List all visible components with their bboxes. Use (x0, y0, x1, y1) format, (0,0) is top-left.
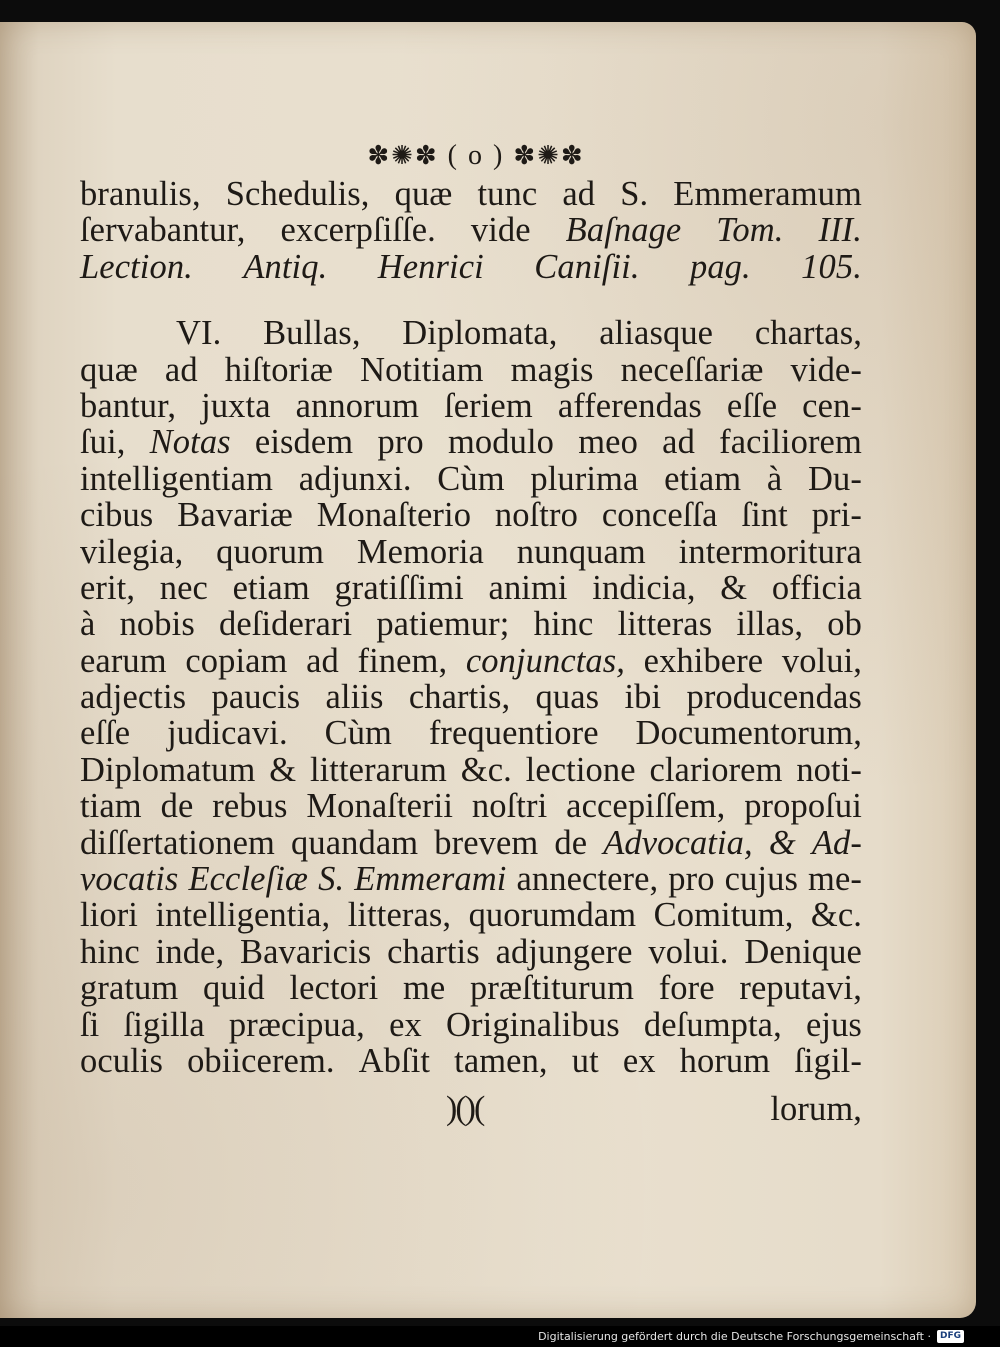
text-line (80, 825, 862, 861)
word: bantur, (80, 386, 177, 425)
word: pro (377, 423, 424, 462)
word: Du- (807, 459, 862, 498)
word: reputavi, (739, 969, 862, 1008)
word: Monaſterio (316, 496, 472, 535)
word: adjectis (80, 678, 187, 717)
word: cujus (724, 860, 798, 899)
word: ad (306, 641, 339, 680)
word: me- (808, 860, 862, 899)
running-header (90, 136, 862, 176)
word: tunc (477, 175, 538, 213)
word: eſſe (726, 386, 778, 425)
word: ſint (741, 496, 788, 535)
word: Originalibus (446, 1005, 620, 1044)
text-line (80, 461, 862, 497)
signature-mark: )()( (446, 1090, 484, 1128)
text-line (80, 861, 862, 897)
text-line (80, 752, 862, 788)
word: quorum (216, 532, 325, 571)
word: meo (578, 423, 638, 462)
word: Ad- (811, 823, 862, 862)
word: illas, (736, 605, 804, 644)
word: plurima (530, 459, 639, 498)
word: frequentiore (428, 714, 599, 753)
word: noti- (796, 750, 862, 789)
word: propoſui (744, 787, 862, 826)
word: aliasque (599, 314, 714, 353)
word: Bullas, (263, 314, 361, 353)
word: erit, (80, 568, 136, 607)
word: quæ (80, 350, 138, 389)
word: ad (562, 175, 596, 213)
word: pag. (689, 247, 751, 286)
word: ex (389, 1005, 422, 1044)
word: quid (203, 969, 265, 1008)
text-line (80, 388, 862, 424)
text-line (80, 643, 862, 679)
word: inde, (155, 932, 225, 971)
text-line (80, 249, 862, 285)
word: ex (622, 1041, 656, 1080)
word: faciliorem (719, 423, 862, 462)
word: de (554, 823, 588, 862)
word: horum (679, 1041, 771, 1080)
digitization-credit (538, 1328, 964, 1344)
word: intelligentiam (80, 459, 274, 498)
word: juxta (201, 386, 271, 425)
word: Tom. (716, 211, 784, 250)
word: tiam (80, 787, 142, 826)
text-line (80, 176, 862, 212)
word: ſigilla (123, 1005, 205, 1044)
word: litterarum (309, 750, 447, 789)
word: Notitiam (360, 350, 484, 389)
word: vide (470, 211, 531, 250)
word: eisdem (254, 423, 354, 462)
word: adjunxi. (298, 459, 412, 498)
word: Cùm (324, 714, 392, 753)
text-line (80, 788, 862, 824)
word: litteras, (347, 896, 452, 935)
word: Henrici (377, 247, 484, 286)
word: Bavaricis (240, 932, 372, 971)
page-footer (80, 1089, 862, 1129)
text-line (80, 970, 862, 1006)
text-line (80, 424, 862, 460)
text-line (80, 497, 862, 533)
word: quas (535, 678, 600, 717)
word: Diplomata, (402, 314, 558, 353)
word: vide- (790, 350, 862, 389)
ornament-left: ✽✺✽ (367, 141, 439, 170)
word: etiam (232, 568, 310, 607)
word: conjunctas, (465, 641, 626, 680)
word: Comitum, (653, 896, 794, 935)
word: cen- (802, 386, 862, 425)
word: Cùm (437, 459, 505, 498)
word: branulis, (80, 175, 201, 213)
word: conceſſa (601, 496, 718, 535)
word: nobis (119, 605, 195, 644)
word: modulo (447, 423, 555, 462)
word: Baſnage (565, 211, 682, 250)
word: nunquam (516, 532, 646, 571)
word: hinc (80, 932, 140, 971)
text-line (80, 570, 862, 606)
word: noſtro (494, 496, 578, 535)
word: præcipua, (228, 1005, 365, 1044)
word: excerpſiſſe. (280, 211, 436, 250)
word: paucis (211, 678, 301, 717)
word: ob (827, 605, 862, 644)
word: chartas, (754, 314, 862, 353)
word: gratum (80, 969, 179, 1008)
word: etiam (664, 459, 742, 498)
word: Abſit (358, 1041, 431, 1080)
word: chartis, (408, 678, 511, 717)
word: nec (159, 568, 208, 607)
word: Eccleſiæ (188, 860, 309, 899)
word: copiam (185, 641, 288, 680)
text-line (80, 534, 862, 570)
word: III. (818, 211, 862, 250)
word: ut (571, 1041, 599, 1080)
text-line (80, 1007, 862, 1043)
word: liori (80, 896, 138, 935)
word: pro (668, 860, 715, 899)
word: Lection. (80, 247, 193, 286)
word: ibi (624, 678, 662, 717)
text-line (80, 606, 862, 642)
word: hinc (533, 605, 594, 644)
word: fore (658, 969, 715, 1008)
word: Schedulis, (225, 175, 370, 213)
word: Documentorum, (635, 714, 862, 753)
word: Bavariæ (177, 496, 293, 535)
word: Denique (744, 932, 862, 971)
word: annectere, (516, 860, 659, 899)
word: hiſtoriæ (224, 350, 333, 389)
word: oculis (80, 1041, 164, 1080)
word: Diplomatum (80, 750, 256, 789)
text-line (80, 679, 862, 715)
word: &c. (810, 896, 862, 935)
word: Emmeramum (673, 175, 862, 213)
credit-text: Digitalisierung gefördert durch die Deutsche Forschungsgemeinschaft · (538, 1329, 931, 1343)
page-marker: ( o ) (447, 140, 505, 171)
word: à (766, 459, 783, 498)
catchword: lorum, (770, 1090, 862, 1129)
word: judicavi. (167, 714, 288, 753)
word: pri- (811, 496, 862, 535)
word: officia (771, 568, 862, 607)
word: præſtiturum (470, 969, 635, 1008)
text-line (80, 715, 862, 751)
word: S. (620, 175, 649, 213)
text-line (80, 315, 862, 351)
word: à (80, 605, 96, 644)
word: quandam (291, 823, 419, 862)
word: chartis (387, 932, 480, 971)
word: annorum (295, 386, 420, 425)
word: ſervabantur, (80, 211, 246, 250)
word: earum (80, 641, 167, 680)
word: intelligentia, (155, 896, 331, 935)
word: rebus (212, 787, 288, 826)
word: VI. (176, 314, 222, 353)
book-page (0, 22, 976, 1318)
word: volui, (781, 641, 862, 680)
word: patiemur; (376, 605, 510, 644)
word: clariorem (649, 750, 783, 789)
word: lectione (525, 750, 636, 789)
word: cibus (80, 496, 154, 535)
word: eſſe (80, 714, 131, 753)
word: intermoritura (678, 532, 862, 571)
word: neceſſariæ (620, 350, 764, 389)
word: deſiderari (219, 605, 353, 644)
text-line (80, 212, 862, 248)
word: Antiq. (243, 247, 328, 286)
page-text (80, 136, 862, 1129)
word: animi (488, 568, 568, 607)
word: noſtri (471, 787, 548, 826)
word: ad (662, 423, 695, 462)
word: & (269, 750, 297, 789)
word: vilegia, (80, 532, 184, 571)
word: ſeriem (444, 386, 533, 425)
word: &c. (460, 750, 512, 789)
body-text (80, 176, 862, 1079)
word: Memoria (356, 532, 484, 571)
word: finem, (357, 641, 448, 680)
text-line (80, 934, 862, 970)
word: quorumdam (468, 896, 637, 935)
word: me (402, 969, 446, 1008)
word: gratiſſimi (334, 568, 464, 607)
word: brevem (434, 823, 539, 862)
word: S. (318, 860, 345, 899)
word: ejus (805, 1005, 862, 1044)
word: Notas (149, 423, 231, 462)
word: litteras (617, 605, 713, 644)
word: 105. (801, 247, 862, 286)
text-line (80, 897, 862, 933)
word: diſſertationem (80, 823, 275, 862)
word: & (720, 568, 748, 607)
word: lectori (289, 969, 379, 1008)
text-line (80, 1043, 862, 1079)
dfg-logo: DFG (937, 1330, 964, 1343)
word: aliis (325, 678, 384, 717)
ornament-right: ✽✺✽ (513, 141, 585, 170)
word: afferendas (557, 386, 702, 425)
word: quæ (394, 175, 453, 213)
word: & (768, 823, 796, 862)
word: deſumpta, (643, 1005, 782, 1044)
word: adjungere (495, 932, 633, 971)
word: volui. (648, 932, 729, 971)
word: de (160, 787, 194, 826)
paragraph-gap (80, 285, 862, 315)
word: producendas (686, 678, 862, 717)
word: accepiſſem, (566, 787, 726, 826)
word: exhibere (643, 641, 764, 680)
word: ſui, (80, 423, 126, 462)
word: ad (164, 350, 198, 389)
word: vocatis (80, 860, 179, 899)
word: tamen, (454, 1041, 548, 1080)
word: obiicerem. (187, 1041, 335, 1080)
word: magis (510, 350, 594, 389)
word: Advocatia, (603, 823, 753, 862)
word: Emmerami (354, 860, 507, 899)
word: Caniſii. (534, 247, 640, 286)
word: ſi (80, 1005, 100, 1044)
word: Monaſterii (306, 787, 454, 826)
text-line (80, 352, 862, 388)
word: indicia, (592, 568, 696, 607)
word: ſigil- (794, 1041, 862, 1080)
